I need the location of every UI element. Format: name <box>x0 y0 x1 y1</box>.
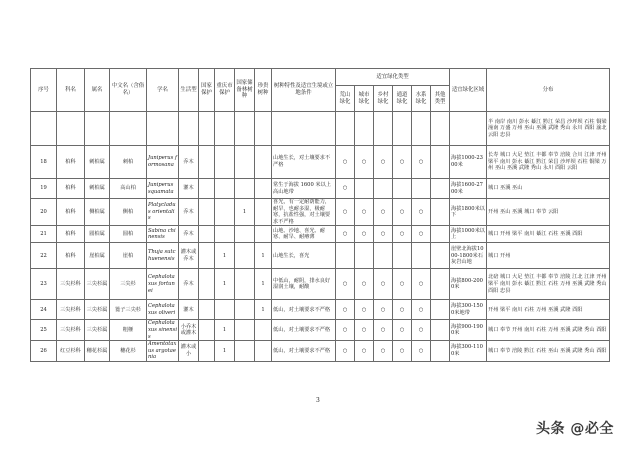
cell-zone: 海拔1600-2700米 <box>450 179 487 199</box>
cell-sci-name: Thuja sutchuenensis <box>147 243 179 269</box>
cell-family: 柏科 <box>57 146 85 179</box>
cell-green-mark: ○ <box>355 320 374 341</box>
header-sci-name: 学名 <box>147 69 179 112</box>
cell-cn-name: 侧柏 <box>110 199 147 226</box>
cell-cn-name: 高山柏 <box>110 179 147 199</box>
cell-green-mark <box>412 243 431 269</box>
cell-green-mark: ○ <box>336 269 355 300</box>
cell-rare: 1 <box>255 269 272 300</box>
cell-dist: 城口 巫溪 巫山 <box>487 179 610 199</box>
header-national: 国家保护 <box>199 69 215 112</box>
table-row <box>31 320 610 341</box>
cell-reserve <box>235 320 255 341</box>
cell-trait: 低山，对土壤要求不严格 <box>272 320 336 341</box>
cell-sci-name: Amentotaxus argotaenia <box>147 341 179 362</box>
cell-chongqing: 1 <box>215 243 235 269</box>
cell-green-mark <box>393 243 412 269</box>
header-reserve: 国家储备林树种 <box>235 69 255 112</box>
cell-seq: 21 <box>31 226 57 243</box>
cell-zone: 海拔800-2000米 <box>450 269 487 300</box>
cell-sci-name: Cephalotaxus fortunei <box>147 269 179 300</box>
cell-genus: 三尖杉属 <box>85 320 110 341</box>
cell-green-mark <box>336 243 355 269</box>
cell-green-mark: ○ <box>374 199 393 226</box>
header-green-type: 适宜绿化类型 <box>336 69 450 86</box>
cell-habit: 乔木 <box>179 269 199 300</box>
cell-chongqing <box>215 300 235 320</box>
cell-rare <box>255 226 272 243</box>
table-row <box>31 226 610 243</box>
cell-trait: 常生于海拔 1600 米以上高山地带 <box>272 179 336 199</box>
cell-cn-name: 崖柏 <box>110 243 147 269</box>
cell-green-mark: ○ <box>412 300 431 320</box>
cell-sci-name: Platycladus orientalis <box>147 199 179 226</box>
document-page <box>30 68 610 362</box>
cell-green-mark: ○ <box>393 320 412 341</box>
cell-green-mark: ○ <box>412 269 431 300</box>
cell-dist: 北碚 城口 大足 垫江 丰都 奉节 涪陵 江北 江津 开州 梁平 南川 彭水 綦江 黔江 石柱 万州 巫溪 武隆 秀山 酉阳 忠县 <box>487 269 610 300</box>
header-chongqing: 重庆市保护 <box>215 69 235 112</box>
cell-green-mark: ○ <box>393 226 412 243</box>
cell-cn-name: 篦子三尖杉 <box>110 300 147 320</box>
cell-chongqing <box>215 179 235 199</box>
table-row <box>31 199 610 226</box>
cell-rare: 1 <box>255 300 272 320</box>
cell-green-mark: ○ <box>374 226 393 243</box>
cell-zone: 海拔1000-2300米 <box>450 146 487 179</box>
cell-national <box>199 243 215 269</box>
cell-green-mark <box>431 300 450 320</box>
cell-green-mark: ○ <box>355 269 374 300</box>
cell-sci-name: Juniperus formosana <box>147 146 179 179</box>
header-sub-other: 其他类型 <box>431 86 450 112</box>
cell-trait: 山地生长，对土壤要求不严格 <box>272 146 336 179</box>
cell-family: 红豆杉科 <box>57 341 85 362</box>
header-cn-name: 中文名（含俗名） <box>110 69 147 112</box>
cell-green-mark <box>431 146 450 179</box>
cell-trait: 山地生长，喜光 <box>272 243 336 269</box>
cell-national <box>199 320 215 341</box>
cell-chongqing <box>215 146 235 179</box>
header-rare: 珍贵树种 <box>255 69 272 112</box>
cell-green-mark: ○ <box>393 146 412 179</box>
cell-chongqing <box>215 226 235 243</box>
cell-seq: 24 <box>31 300 57 320</box>
cell-national <box>199 226 215 243</box>
cell-habit: 乔木 <box>179 199 199 226</box>
cell-trait: 山地、沙地、喜光、耐寒、耐旱、耐瘠薄 <box>272 226 336 243</box>
cell-rare <box>255 146 272 179</box>
cell-green-mark: ○ <box>336 341 355 362</box>
cell-dist: 城口 开州 梁平 南川 綦江 石柱 巫溪 酉阳 <box>487 226 610 243</box>
cell-habit: 灌木 <box>179 179 199 199</box>
cell-seq: 22 <box>31 243 57 269</box>
carry-over-row <box>31 112 610 146</box>
cell-reserve <box>235 341 255 362</box>
cell-genus: 三尖杉属 <box>85 269 110 300</box>
cell-green-mark: ○ <box>374 300 393 320</box>
cell-cn-name: 粗榧 <box>110 320 147 341</box>
cell-green-mark: ○ <box>355 146 374 179</box>
cell-genus: 崖柏属 <box>85 243 110 269</box>
cell-chongqing <box>215 199 235 226</box>
carry-over-dist: 半 南岸 南川 彭水 綦江 黔江 荣昌 沙坪坝 石柱 铜梁 潼南 万盛 万州 巫山 巫溪 武隆 秀山 永川 酉阳 渝北 云阳 忠县 <box>487 112 610 146</box>
cell-green-mark: ○ <box>374 146 393 179</box>
cell-seq: 25 <box>31 320 57 341</box>
cell-trait: 低山，对土壤要求不严格 <box>272 300 336 320</box>
cell-reserve <box>235 243 255 269</box>
cell-green-mark: ○ <box>374 269 393 300</box>
cell-green-mark <box>431 320 450 341</box>
cell-genus: 刺柏属 <box>85 179 110 199</box>
table-row <box>31 300 610 320</box>
watermark: 头条 @必全 <box>536 421 614 437</box>
cell-cn-name: 圆柏 <box>110 226 147 243</box>
header-sub-barren: 荒山绿化 <box>336 86 355 112</box>
cell-reserve <box>235 179 255 199</box>
cell-green-mark: ○ <box>355 226 374 243</box>
cell-green-mark: ○ <box>412 320 431 341</box>
cell-chongqing: 1 <box>215 341 235 362</box>
cell-zone: 崖壁北海拔1000-1800米石灰岩山地 <box>450 243 487 269</box>
cell-chongqing: 1 <box>215 320 235 341</box>
cell-rare <box>255 341 272 362</box>
cell-genus: 侧柏属 <box>85 199 110 226</box>
cell-green-mark <box>355 179 374 199</box>
cell-green-mark: ○ <box>355 300 374 320</box>
header-genus: 属名 <box>85 69 110 112</box>
cell-dist: 城口 开州 <box>487 243 610 269</box>
cell-seq: 20 <box>31 199 57 226</box>
cell-habit: 灌木或乔木 <box>179 243 199 269</box>
header-zone: 适宜绿化区域 <box>450 69 487 112</box>
cell-dist: 城口 奉节 开州 南川 石柱 万州 巫溪 武隆 秀山 酉阳 <box>487 320 610 341</box>
header-habit: 生活型 <box>179 69 199 112</box>
cell-zone: 海拔300-1500米地带 <box>450 300 487 320</box>
cell-green-mark: ○ <box>393 269 412 300</box>
cell-trait: 中低山，耐阴，排水良好湿润土壤，耐酸 <box>272 269 336 300</box>
cell-green-mark: ○ <box>355 199 374 226</box>
cell-trait: 喜光，有一定耐荫能力，耐旱，也耐多湿，极耐寒，抗盐性强，对土壤要求不严格 <box>272 199 336 226</box>
cell-rare: 1 <box>255 243 272 269</box>
cell-rare <box>255 179 272 199</box>
cell-genus: 圆柏属 <box>85 226 110 243</box>
page-number: 3 <box>316 397 320 404</box>
cell-reserve <box>235 269 255 300</box>
cell-green-mark: ○ <box>412 341 431 362</box>
table-row <box>31 146 610 179</box>
cell-green-mark: ○ <box>336 199 355 226</box>
cell-seq: 26 <box>31 341 57 362</box>
cell-reserve <box>235 146 255 179</box>
cell-green-mark: ○ <box>412 146 431 179</box>
cell-green-mark: ○ <box>355 341 374 362</box>
cell-genus: 三尖杉属 <box>85 300 110 320</box>
header-sub-city: 城市绿化 <box>355 86 374 112</box>
cell-zone: 海拔300-1100米 <box>450 341 487 362</box>
table-row <box>31 243 610 269</box>
header-trait: 树种特性及适宜生境或立地条件 <box>272 69 336 112</box>
cell-national <box>199 300 215 320</box>
header-sub-road: 通道绿化 <box>393 86 412 112</box>
cell-green-mark <box>431 341 450 362</box>
cell-cn-name: 三尖杉 <box>110 269 147 300</box>
cell-green-mark <box>374 179 393 199</box>
cell-reserve <box>235 226 255 243</box>
cell-family: 三尖杉科 <box>57 269 85 300</box>
table-row <box>31 269 610 300</box>
table-row <box>31 179 610 199</box>
cell-cn-name: 刺柏 <box>110 146 147 179</box>
cell-zone: 海拔900-1900米 <box>450 320 487 341</box>
cell-national <box>199 179 215 199</box>
header-sub-village: 乡村绿化 <box>374 86 393 112</box>
cell-habit: 灌木 <box>179 300 199 320</box>
cell-national <box>199 199 215 226</box>
cell-habit: 乔木 <box>179 226 199 243</box>
cell-green-mark: ○ <box>393 199 412 226</box>
cell-green-mark: ○ <box>393 300 412 320</box>
cell-family: 三尖杉科 <box>57 320 85 341</box>
cell-green-mark <box>431 199 450 226</box>
cell-green-mark: ○ <box>336 226 355 243</box>
cell-sci-name: Cephalotaxus sinensis <box>148 320 177 340</box>
cell-reserve: 1 <box>235 199 255 226</box>
cell-rare <box>255 320 272 341</box>
header-seq: 序号 <box>31 69 57 112</box>
cell-family: 三尖杉科 <box>57 300 85 320</box>
cell-sci-name: Cephalotaxus oliveri <box>147 300 179 320</box>
cell-zone: 海拔1800米以下 <box>450 199 487 226</box>
cell-national <box>199 341 215 362</box>
cell-green-mark <box>412 179 431 199</box>
cell-habit: 灌木或小 <box>179 341 199 362</box>
cell-seq: 18 <box>31 146 57 179</box>
table-row <box>31 341 610 362</box>
header-sub-water: 水系绿化 <box>412 86 431 112</box>
cell-green-mark: ○ <box>393 341 412 362</box>
header-dist: 分布 <box>487 69 610 112</box>
cell-cn-name: 穗花杉 <box>110 341 147 362</box>
cell-genus: 刺柏属 <box>85 146 110 179</box>
cell-green-mark <box>393 179 412 199</box>
cell-dist: 城口 奉节 涪陵 黔江 石柱 巫山 巫溪 武隆 秀山 酉阳 <box>487 341 610 362</box>
cell-green-mark: ○ <box>336 146 355 179</box>
cell-green-mark <box>431 226 450 243</box>
cell-seq: 23 <box>31 269 57 300</box>
cell-green-mark: ○ <box>374 341 393 362</box>
cell-green-mark <box>355 243 374 269</box>
cell-rare <box>255 199 272 226</box>
tree-species-table <box>30 68 610 362</box>
cell-green-mark <box>374 243 393 269</box>
cell-family: 柏科 <box>57 199 85 226</box>
table-body <box>31 112 610 362</box>
cell-habit: 小乔木或灌木 <box>179 320 199 341</box>
cell-zone: 海拔1000米以上 <box>450 226 487 243</box>
cell-family: 柏科 <box>57 179 85 199</box>
cell-green-mark: ○ <box>412 226 431 243</box>
cell-family: 柏科 <box>57 243 85 269</box>
cell-chongqing: 1 <box>215 269 235 300</box>
header-family: 科名 <box>57 69 85 112</box>
cell-habit: 乔木 <box>179 146 199 179</box>
cell-green-mark <box>431 269 450 300</box>
cell-green-mark <box>431 243 450 269</box>
cell-genus: 穗花杉属 <box>85 341 110 362</box>
cell-green-mark: ○ <box>336 179 355 199</box>
cell-green-mark: ○ <box>336 300 355 320</box>
cell-green-mark: ○ <box>374 320 393 341</box>
cell-seq: 19 <box>31 179 57 199</box>
cell-sci-name: Juniperus squamata <box>147 179 179 199</box>
cell-green-mark <box>431 179 450 199</box>
cell-trait: 低山，对土壤要求不严格 <box>272 341 336 362</box>
cell-family: 柏科 <box>57 226 85 243</box>
cell-national <box>199 269 215 300</box>
cell-green-mark: ○ <box>336 320 355 341</box>
cell-sci-name: Sabina chinensis <box>147 226 179 243</box>
cell-national <box>199 146 215 179</box>
cell-reserve <box>235 300 255 320</box>
cell-dist: 开州 梁平 南川 石柱 万州 巫溪 武隆 酉阳 <box>487 300 610 320</box>
cell-dist: 长寿 城口 大足 垫江 丰都 奉节 涪陵 合川 江津 开州 梁平 南川 彭水 綦江 黔江 荣昌 沙坪坝 石柱 铜梁 万州 巫山 巫溪 武隆 秀山 永川 酉阳 云阳 <box>487 146 610 179</box>
cell-green-mark: ○ <box>412 199 431 226</box>
cell-dist: 开州 巫山 巫溪 城口 奉节 云阳 <box>487 199 610 226</box>
